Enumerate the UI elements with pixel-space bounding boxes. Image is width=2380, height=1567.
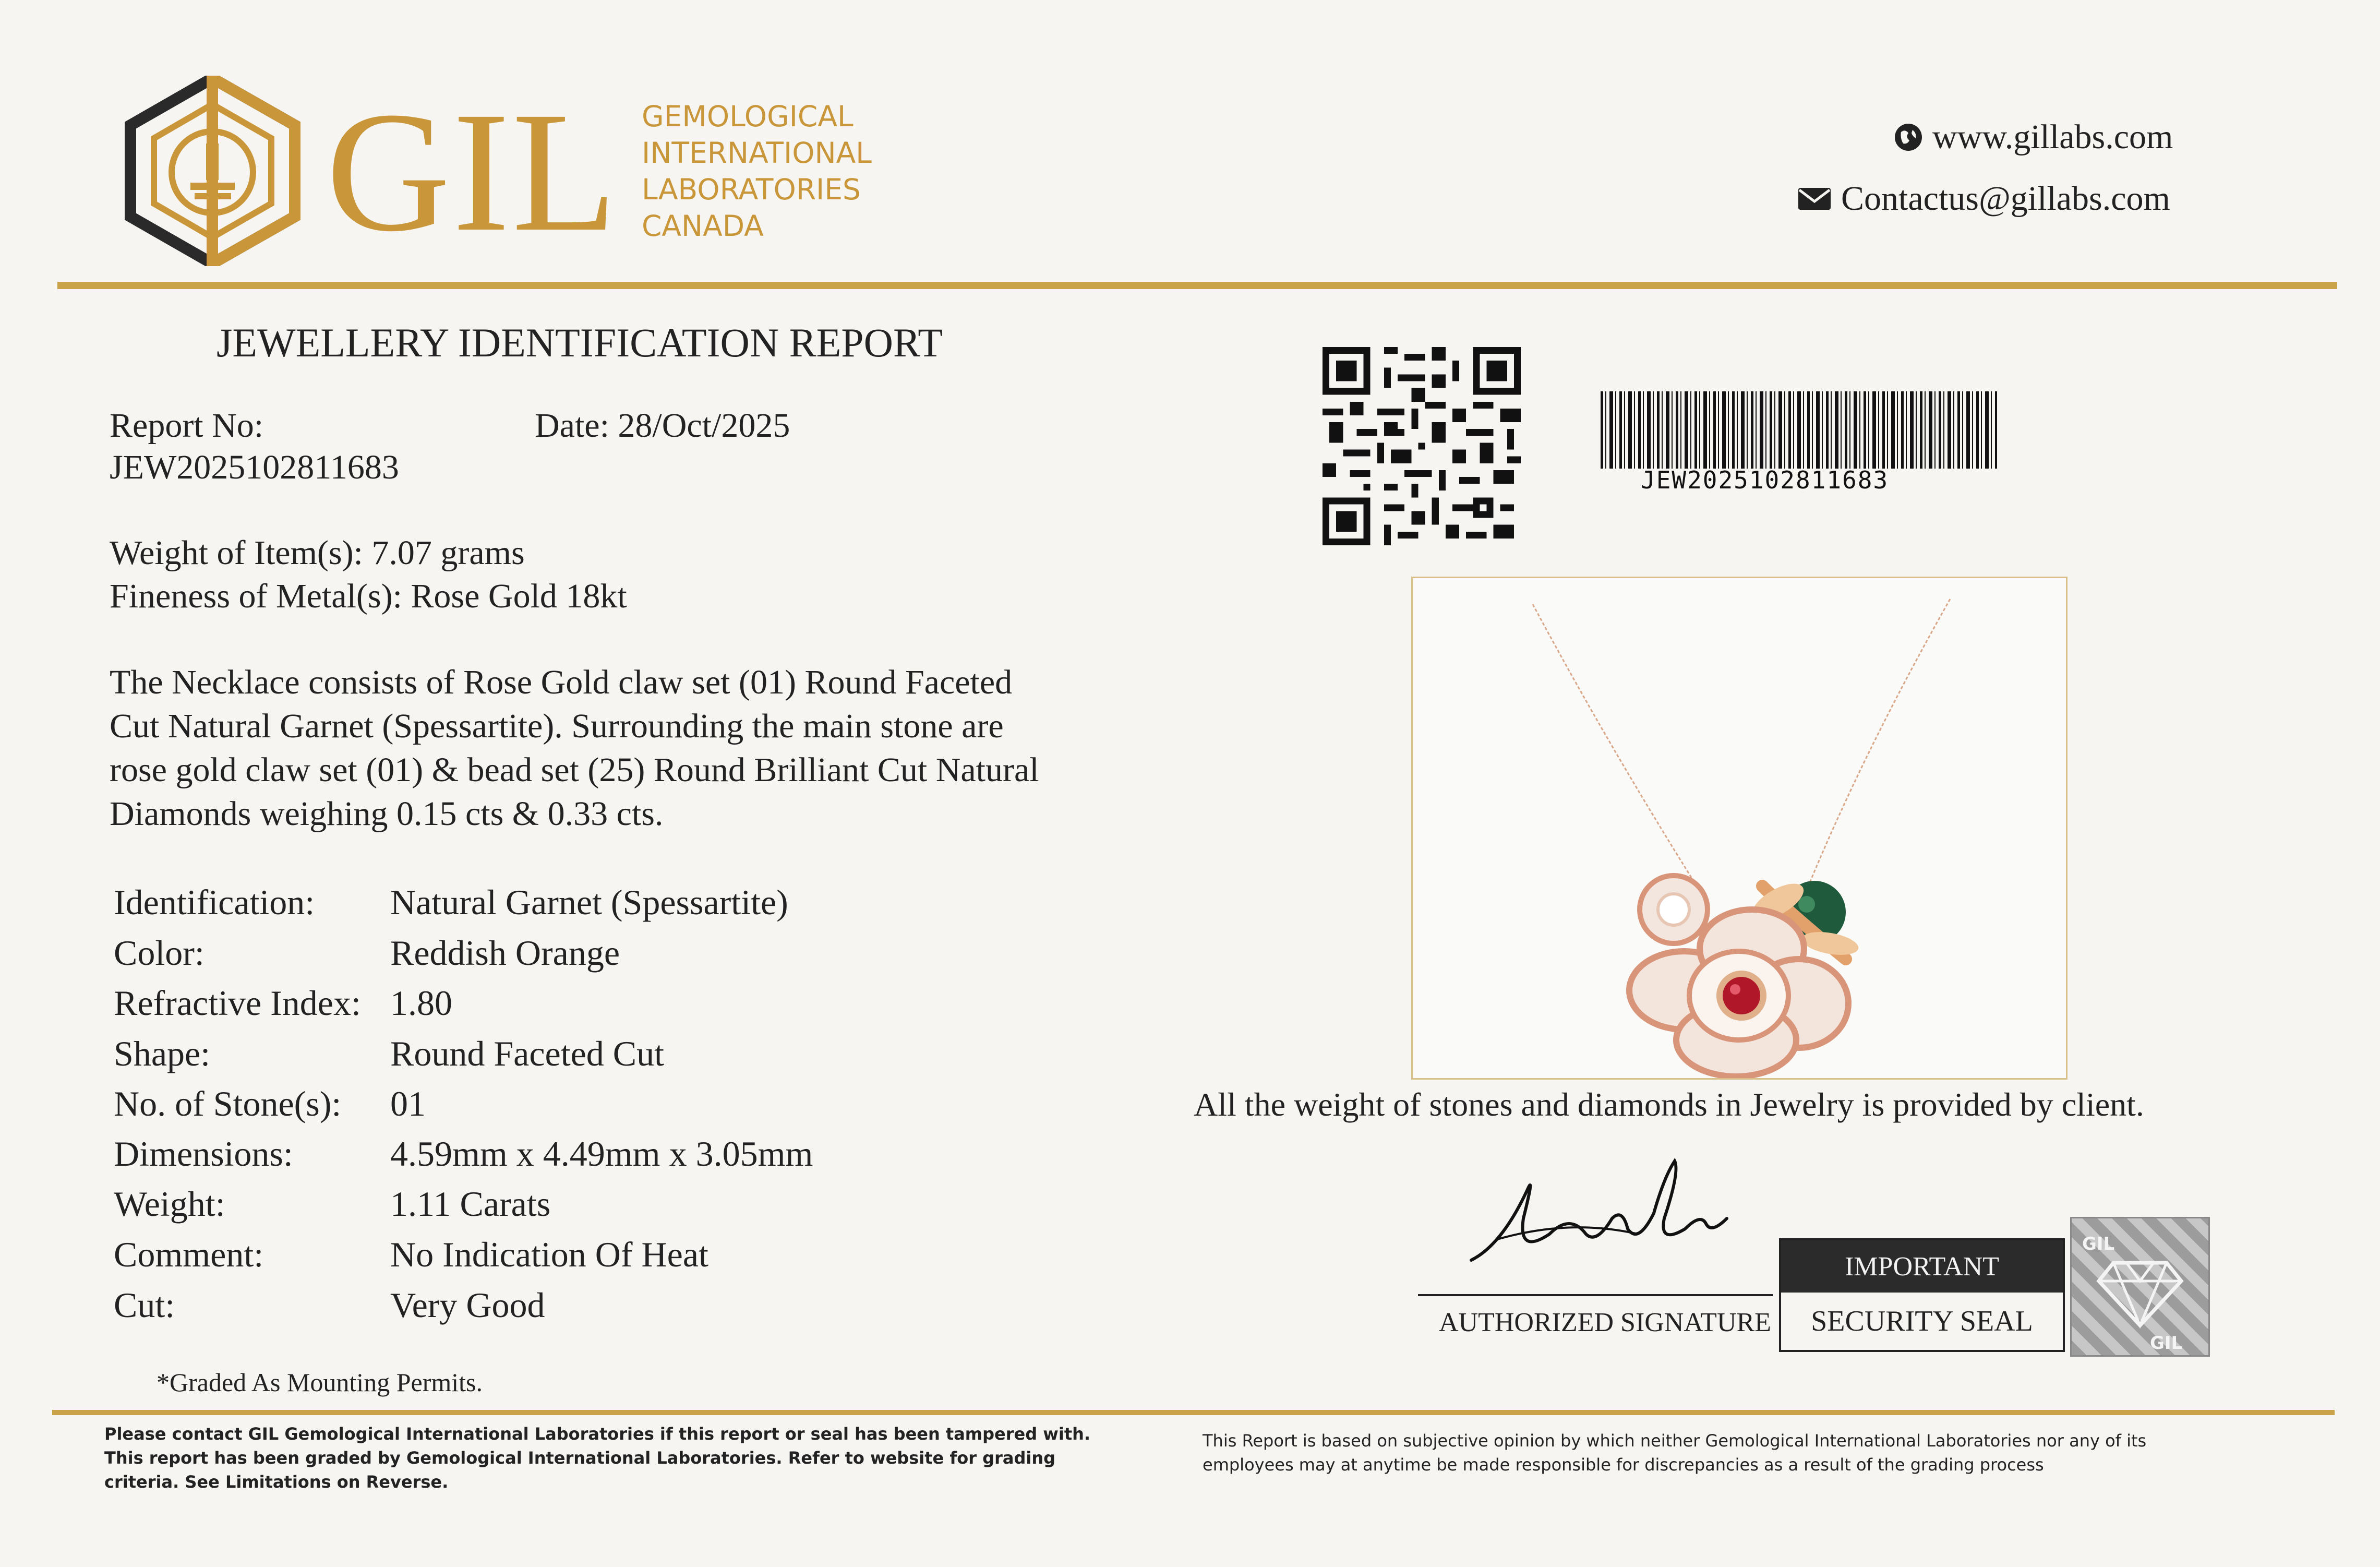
website-contact[interactable]: [1894, 117, 2173, 157]
detail-label: Color:: [114, 933, 205, 973]
detail-value: No Indication Of Heat: [390, 1235, 708, 1274]
report-date: Date: 28/Oct/2025: [535, 406, 790, 445]
report-no-label: Report No:: [110, 406, 264, 445]
jewelry-photo: [1411, 577, 2068, 1080]
graded-note: *Graded As Mounting Permits.: [157, 1368, 483, 1397]
detail-value: 4.59mm x 4.49mm x 3.05mm: [390, 1134, 813, 1174]
globe-icon: [1894, 123, 1923, 152]
email-contact[interactable]: [1797, 179, 2170, 219]
description-line: The Necklace consists of Rose Gold claw set (01) Round Faceted: [110, 663, 1013, 701]
gil-logo-icon: [123, 76, 303, 266]
description-line: Cut Natural Garnet (Spessartite). Surrounding the main stone are: [110, 707, 1004, 745]
email-link[interactable]: Contactus@gillabs.com: [1841, 180, 2170, 218]
hologram-text: GIL: [2150, 1333, 2183, 1354]
footer-left-line: This report has been graded by Gemological International Laboratories. Refer to website for grading: [104, 1448, 1056, 1468]
barcode-number: JEW2025102811683: [1641, 466, 1889, 494]
weight-disclaimer: All the weight of stones and diamonds in Jewelry is provided by client.: [1194, 1086, 2144, 1123]
detail-value: Round Faceted Cut: [390, 1034, 665, 1073]
report-no: JEW2025102811683: [110, 448, 399, 486]
footer-left-note: [104, 1422, 1090, 1494]
footer-right-note: [1203, 1429, 2146, 1477]
detail-value: Natural Garnet (Spessartite): [390, 882, 788, 922]
hologram-text: GIL: [2082, 1234, 2115, 1254]
signature-image: [1466, 1156, 1737, 1276]
item-description: [110, 663, 1039, 838]
report-title: JEWELLERY IDENTIFICATION REPORT: [217, 320, 943, 365]
website-link[interactable]: www.gillabs.com: [1932, 118, 2173, 156]
detail-label: Dimensions:: [114, 1134, 293, 1174]
detail-label: Cut:: [114, 1285, 175, 1325]
barcode-icon[interactable]: [1601, 391, 1997, 469]
signature-line: [1418, 1294, 1773, 1296]
seal-important-banner: IMPORTANT: [1781, 1240, 2063, 1293]
brand-subtitle-line: CANADA: [642, 209, 764, 243]
signature-label: AUTHORIZED SIGNATURE: [1439, 1308, 1771, 1337]
footer-left-line: Please contact GIL Gemological International Laboratories if this report or seal has been tampered with.: [104, 1424, 1091, 1444]
detail-value: 01: [390, 1084, 426, 1123]
metal-fineness: Fineness of Metal(s): Rose Gold 18kt: [110, 577, 627, 615]
detail-label: Weight:: [114, 1184, 225, 1224]
footer-left-line: criteria. See Limitations on Reverse.: [104, 1472, 449, 1492]
hologram-seal-icon: [2070, 1217, 2210, 1357]
footer-divider: [52, 1410, 2335, 1415]
necklace-image: [1413, 578, 2066, 1078]
detail-label: No. of Stone(s):: [114, 1084, 342, 1123]
detail-label: Identification:: [114, 882, 315, 922]
brand-subtitle-line: INTERNATIONAL: [642, 136, 872, 170]
mail-icon: [1797, 186, 1832, 212]
detail-value: Reddish Orange: [390, 933, 620, 973]
description-line: rose gold claw set (01) & bead set (25) Round Brilliant Cut Natural: [110, 751, 1039, 789]
detail-label: Refractive Index:: [114, 983, 361, 1023]
qr-code-icon[interactable]: [1323, 347, 1521, 545]
detail-label: Shape:: [114, 1034, 211, 1073]
detail-label: Comment:: [114, 1235, 264, 1274]
brand-subtitle: [642, 98, 872, 244]
footer-right-line: employees may at anytime be made responsible for discrepancies as a result of the grading process: [1203, 1455, 2044, 1475]
header-divider: [57, 282, 2337, 289]
brand-wordmark: GIL: [326, 77, 619, 267]
item-weight: Weight of Item(s): 7.07 grams: [110, 534, 525, 572]
detail-value: 1.11 Carats: [390, 1184, 551, 1224]
security-seal-box: [1779, 1238, 2065, 1352]
brand-subtitle-line: GEMOLOGICAL: [642, 100, 854, 133]
description-line: Diamonds weighing 0.15 cts & 0.33 cts.: [110, 795, 664, 833]
detail-value: Very Good: [390, 1285, 545, 1325]
footer-right-line: This Report is based on subjective opinion by which neither Gemological International Laboratories nor any of its: [1203, 1431, 2147, 1451]
detail-value: 1.80: [390, 983, 452, 1023]
diamond-icon: [2072, 1218, 2208, 1355]
brand-subtitle-line: LABORATORIES: [642, 173, 861, 206]
seal-caption: SECURITY SEAL: [1811, 1305, 2033, 1337]
